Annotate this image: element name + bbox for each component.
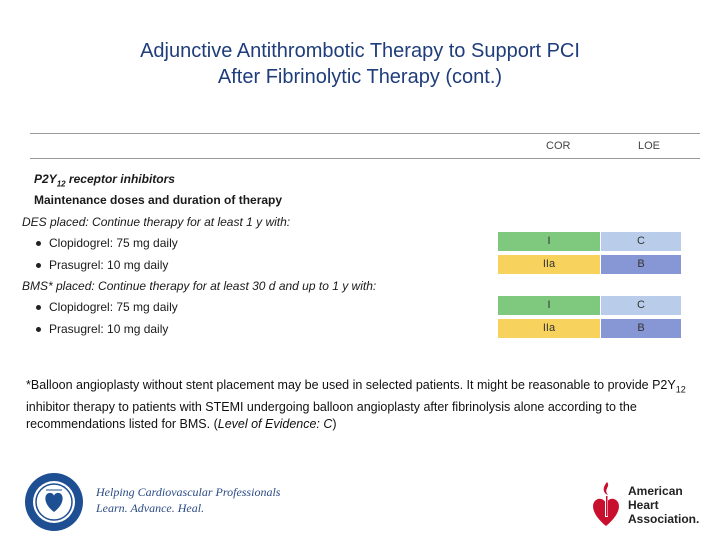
tagline-line1: Helping Cardiovascular Professionals: [96, 485, 281, 499]
drug-label: Clopidogrel: 75 mg daily: [49, 236, 178, 250]
loe-cell: B: [601, 319, 681, 338]
slide-title-line2: After Fibrinolytic Therapy (cont.): [217, 66, 503, 88]
cor-cell: IIa: [498, 319, 600, 338]
group-heading-des: DES placed: Continue therapy for at least 1 y with:: [22, 215, 291, 229]
bullet-icon: [36, 263, 41, 268]
acc-tagline: [96, 484, 280, 516]
drug-label: Clopidogrel: 75 mg daily: [49, 300, 178, 314]
aha-line1: American: [628, 484, 683, 498]
group-heading-bms: BMS* placed: Continue therapy for at least 30 d and up to 1 y with:: [22, 279, 377, 293]
section-title: [34, 172, 175, 191]
tagline-line2: Learn. Advance. Heal.: [96, 501, 205, 515]
section-title-sub: 12: [56, 179, 66, 189]
loe-header: LOE: [638, 140, 661, 152]
list-item: [36, 300, 178, 314]
slide-title-line1: Adjunctive Antithrombotic Therapy to Support PCI: [140, 40, 580, 62]
footnote-sub: 12: [675, 384, 686, 395]
cor-cell: IIa: [498, 255, 600, 274]
section-title-p2y: P2Y: [34, 172, 57, 186]
bullet-icon: [36, 305, 41, 310]
bullet-icon: [36, 327, 41, 332]
loe-cell: C: [601, 232, 681, 251]
list-item: [36, 322, 168, 336]
footnote: [26, 377, 698, 433]
aha-line3: Association.: [628, 512, 700, 526]
bullet-icon: [36, 241, 41, 246]
drug-label: Prasugrel: 10 mg daily: [49, 322, 169, 336]
slide-title: [20, 38, 700, 90]
footnote-part1: *Balloon angioplasty without stent placement may be used in selected patients. It might be reasonable to provide P2Y: [26, 378, 676, 392]
cor-header: COR: [546, 140, 571, 152]
list-item: [36, 236, 178, 250]
footnote-part3: ): [332, 416, 337, 431]
list-item: [36, 258, 168, 272]
cor-cell: I: [498, 296, 600, 315]
drug-label: Prasugrel: 10 mg daily: [49, 258, 169, 272]
cor-cell: I: [498, 232, 600, 251]
acc-seal-logo: [24, 472, 84, 532]
aha-line2: Heart: [628, 498, 659, 512]
aha-wordmark: [628, 484, 699, 526]
loe-cell: C: [601, 296, 681, 315]
loe-cell: B: [601, 255, 681, 274]
table-top-rule: [30, 133, 700, 134]
footnote-loe: Level of Evidence: C: [217, 416, 333, 431]
section-title-rest: receptor inhibitors: [65, 172, 175, 186]
aha-heart-torch-logo: [588, 478, 624, 528]
subsection-title: Maintenance doses and duration of therapy: [34, 193, 283, 207]
footnote-part2: inhibitor therapy to patients with STEMI undergoing balloon angioplasty after fibrinolysis alone according to the recommendations listed for BMS. (: [26, 399, 637, 431]
table-header-rule: [30, 158, 700, 159]
